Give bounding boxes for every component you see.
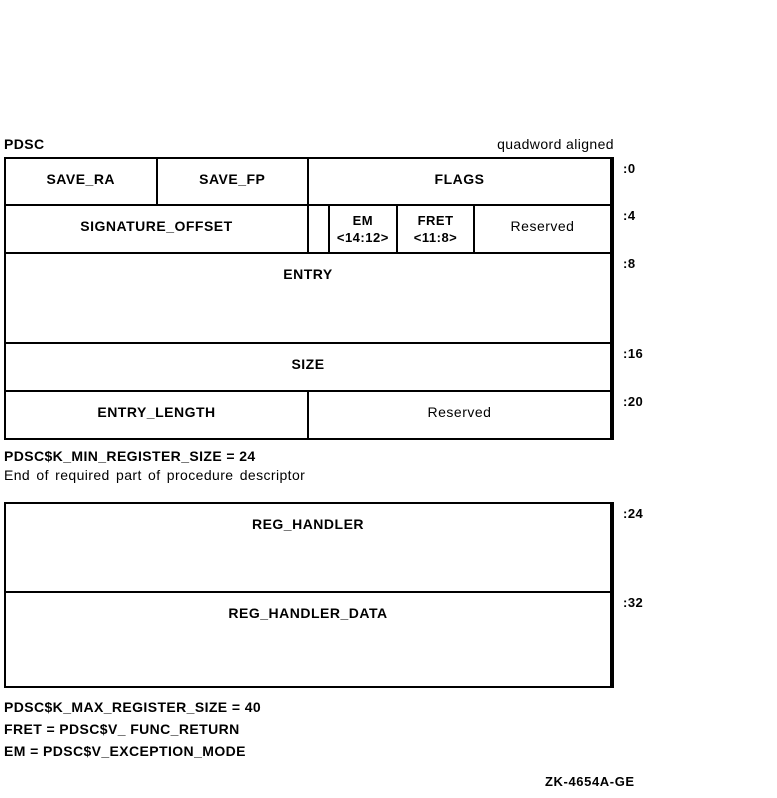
field-cell-reg-handler: [6, 504, 612, 591]
field-cell-reserved: [309, 392, 612, 438]
field-label: FLAGS: [434, 171, 485, 187]
field-cell-em: [330, 206, 398, 252]
field-label: ENTRY_LENGTH: [97, 404, 216, 420]
field-cell-reserved: [475, 206, 612, 252]
field-label: SAVE_RA: [46, 171, 116, 187]
em-definition-note: EM = PDSC$V_EXCEPTION_MODE: [4, 743, 246, 759]
offset-label: :16: [623, 346, 644, 361]
max-register-size-note: PDSC$K_MAX_REGISTER_SIZE = 40: [4, 699, 262, 715]
struct-row-offset-4: [6, 206, 636, 254]
field-label: REG_HANDLER: [251, 516, 365, 532]
field-bit-range: <14:12>: [336, 230, 389, 245]
field-label: EM: [352, 213, 374, 228]
struct-name-label: PDSC: [4, 136, 45, 152]
field-bit-range: <11:8>: [413, 230, 458, 245]
field-cell-signature-offset: [6, 206, 309, 252]
offset-label: :32: [623, 595, 644, 610]
figure-code: ZK-4654A-GE: [545, 774, 635, 789]
field-cell-save-fp: [158, 159, 310, 204]
struct-row-offset-20: [6, 392, 644, 438]
offset-label: :8: [623, 256, 636, 271]
struct-row-offset-24: [6, 504, 644, 593]
min-register-size-note: PDSC$K_MIN_REGISTER_SIZE = 24: [4, 448, 256, 464]
offset-label: :0: [623, 161, 636, 176]
struct-row-offset-0: [6, 159, 636, 206]
offset-label: :4: [623, 208, 636, 223]
field-label: Reserved: [510, 218, 575, 234]
field-label: Reserved: [427, 404, 492, 420]
field-label: REG_HANDLER_DATA: [228, 605, 388, 621]
field-label: ENTRY: [283, 266, 333, 282]
offset-label: :24: [623, 506, 644, 521]
field-cell-size: [6, 344, 612, 390]
field-cell-entry: [6, 254, 612, 342]
field-label: SAVE_FP: [199, 171, 266, 187]
field-cell-save-ra: [6, 159, 158, 204]
offset-label: :20: [623, 394, 644, 409]
field-cell-reserved-bit15: [309, 206, 330, 252]
field-label: SIGNATURE_OFFSET: [80, 218, 233, 234]
alignment-note: quadword aligned: [497, 136, 614, 152]
optional-part-box: [4, 502, 644, 688]
field-cell-flags: [309, 159, 612, 204]
fret-definition-note: FRET = PDSC$V_ FUNC_RETURN: [4, 721, 240, 737]
field-cell-entry-length: [6, 392, 309, 438]
box-header: [4, 136, 614, 152]
field-label: FRET: [417, 213, 454, 228]
struct-row-offset-32: [6, 593, 644, 686]
end-of-required-part-note: End of required part of procedure descriptor: [4, 467, 306, 483]
field-cell-fret: [398, 206, 475, 252]
field-cell-reg-handler-data: [6, 593, 612, 686]
field-label: SIZE: [291, 356, 325, 372]
struct-row-offset-16: [6, 344, 644, 392]
required-part-box: [4, 157, 644, 440]
struct-row-offset-8: [6, 254, 636, 344]
